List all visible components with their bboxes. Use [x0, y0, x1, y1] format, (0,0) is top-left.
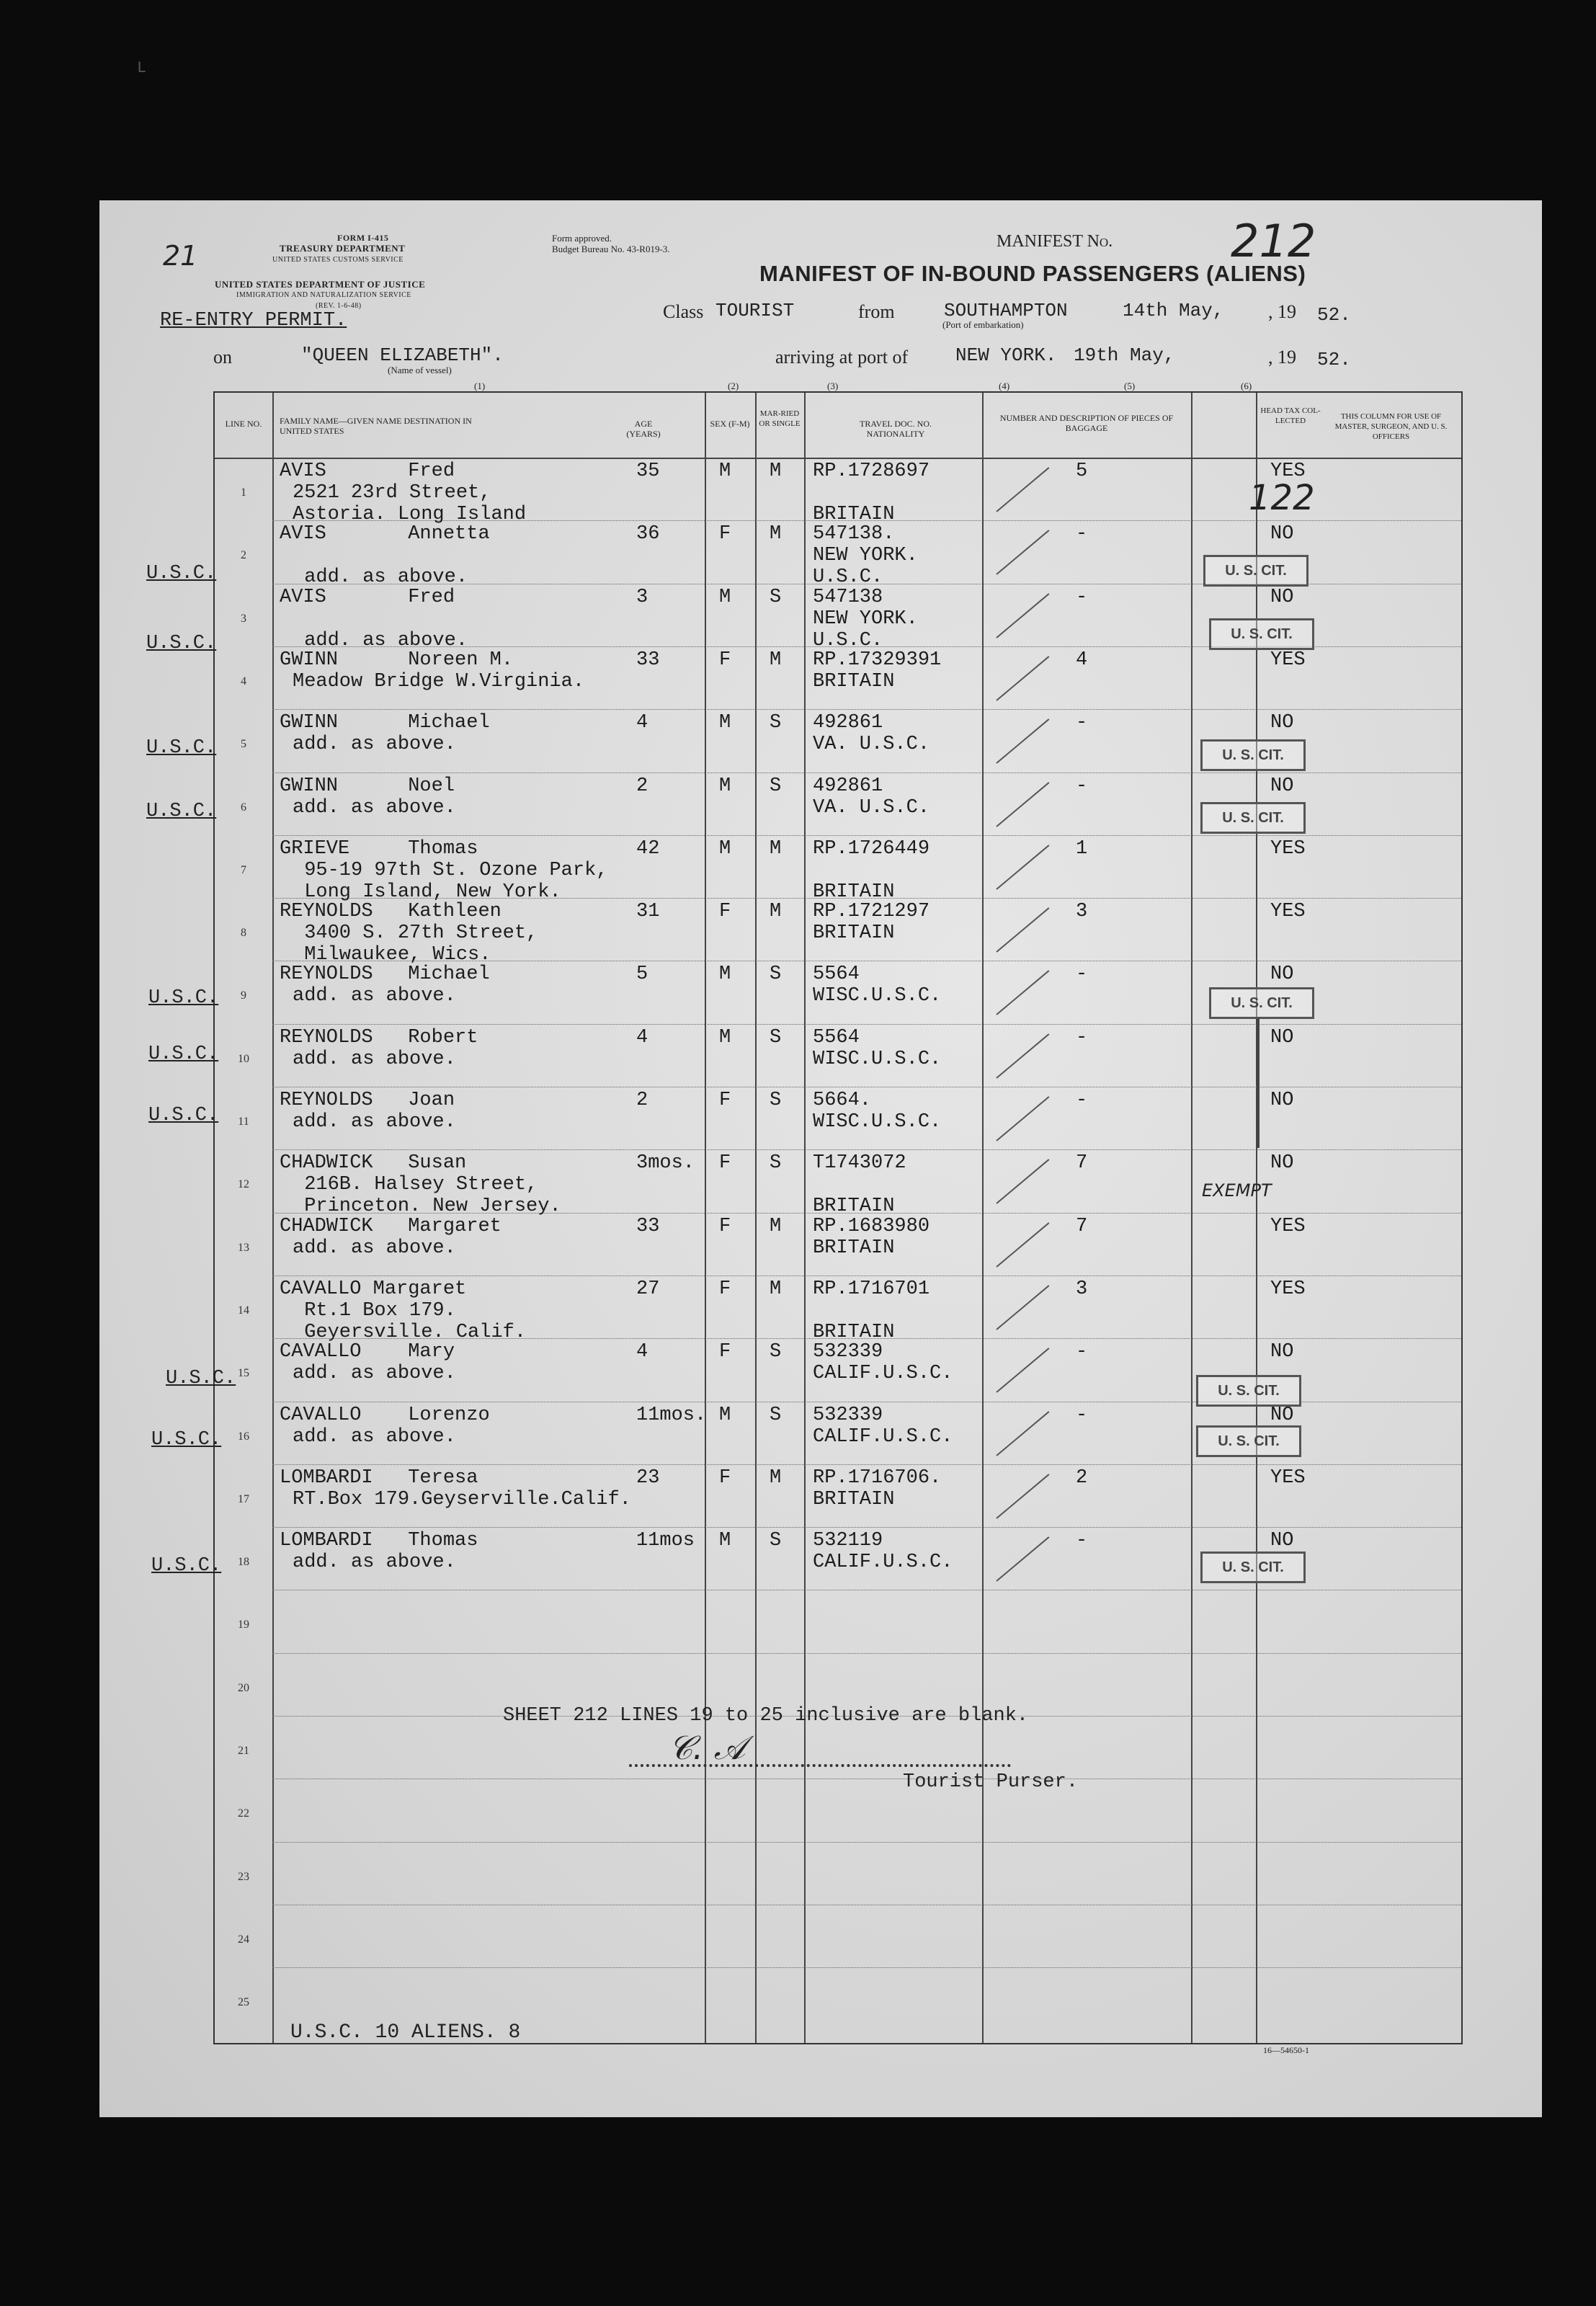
- cell-age: 4: [636, 1341, 648, 1363]
- cell-ms: M: [770, 1278, 782, 1300]
- cell-sex: M: [719, 775, 731, 797]
- cell-destination: add. as above.: [293, 1048, 456, 1070]
- cell-destination: add. as above.: [293, 985, 456, 1007]
- pencil-check-mark: [996, 1222, 1049, 1268]
- cell-age: 36: [636, 523, 660, 546]
- cell-age: 5: [636, 963, 648, 986]
- cell-tax: YES: [1270, 1278, 1306, 1300]
- cell-sex: M: [719, 1404, 731, 1426]
- pencil-check-mark: [996, 845, 1049, 890]
- line-number: 23: [238, 1870, 249, 1883]
- cell-doc: 547138. NEW YORK. U.S.C.: [813, 523, 918, 589]
- us-cit-stamp: U. S. CIT.: [1196, 1375, 1301, 1407]
- cell-name: REYNOLDS Kathleen: [280, 901, 501, 923]
- cell-sex: M: [719, 837, 731, 860]
- cell-ms: S: [770, 963, 782, 986]
- col-number-3: (3): [827, 380, 839, 391]
- cell-age: 3mos.: [636, 1152, 695, 1175]
- cell-bag: -: [1076, 1404, 1088, 1426]
- cell-destination: Meadow Bridge W.Virginia.: [293, 670, 585, 693]
- line-number: 15: [238, 1367, 249, 1380]
- cell-doc: RP.1726449 BRITAIN: [813, 837, 930, 903]
- form-dept: TREASURY DEPARTMENT: [280, 243, 406, 254]
- line-number: 11: [238, 1116, 249, 1128]
- cell-age: 23: [636, 1466, 660, 1489]
- cell-age: 3: [636, 586, 648, 608]
- class-label: Class: [663, 301, 704, 322]
- form-customs: UNITED STATES CUSTOMS SERVICE: [272, 256, 404, 264]
- cell-ms: S: [770, 1404, 782, 1426]
- line-number: 7: [241, 863, 246, 876]
- cell-bag: 7: [1076, 1215, 1088, 1237]
- cell-ms: S: [770, 1530, 782, 1552]
- cell-doc: 532339 CALIF.U.S.C.: [813, 1404, 953, 1448]
- cell-ms: S: [770, 1026, 782, 1049]
- line-number: 12: [238, 1178, 249, 1191]
- cell-destination: RT.Box 179.Geyserville.Calif.: [293, 1488, 631, 1510]
- pencil-check-mark: [996, 1159, 1049, 1204]
- cell-sex: F: [719, 1090, 731, 1111]
- class-value: TOURIST: [715, 300, 795, 321]
- form-rev: (REV. 1-6-48): [316, 302, 362, 310]
- header-baggage: NUMBER AND DESCRIPTION OF PIECES OF BAGGAGE: [999, 413, 1174, 433]
- from-label: from: [858, 301, 895, 322]
- cell-bag: 7: [1076, 1152, 1088, 1175]
- line-number: 25: [238, 1996, 249, 2009]
- line-number: 3: [241, 612, 246, 625]
- us-cit-stamp: U. S. CIT.: [1200, 1552, 1306, 1583]
- cell-sex: F: [719, 901, 731, 923]
- cell-bag: -: [1076, 775, 1088, 797]
- cell-sex: M: [719, 712, 731, 734]
- side-number: 122: [1249, 478, 1315, 518]
- us-cit-stamp: U. S. CIT.: [1203, 555, 1309, 587]
- cell-name: CAVALLO Mary: [280, 1341, 455, 1363]
- purser-title: Tourist Purser.: [903, 1771, 1079, 1793]
- cell-ms: M: [770, 649, 782, 671]
- line-number: 21: [238, 1745, 249, 1757]
- cell-sex: M: [719, 1530, 731, 1552]
- cell-name: CAVALLO Lorenzo: [280, 1404, 490, 1426]
- header-doc: TRAVEL DOC. NO. NATIONALITY: [859, 419, 932, 439]
- cell-ms: M: [770, 1466, 782, 1489]
- cell-tax: NO: [1270, 1026, 1294, 1049]
- pencil-check-mark: [996, 530, 1049, 575]
- embark-date: 14th May,: [1123, 300, 1224, 321]
- cell-doc: RP.1683980 BRITAIN: [813, 1215, 930, 1259]
- cell-name: GWINN Noel: [280, 775, 455, 797]
- cell-doc: 5664. WISC.U.S.C.: [813, 1090, 942, 1133]
- col-number-4: (4): [999, 380, 1010, 391]
- cell-sex: M: [719, 460, 731, 482]
- cell-name: AVIS Fred: [280, 460, 455, 482]
- corner-number: 21: [163, 240, 198, 272]
- cell-age: 2: [636, 1090, 648, 1111]
- form-budget: Budget Bureau No. 43-R019-3.: [552, 244, 670, 254]
- cell-destination: 3400 S. 27th Street, Milwaukee, Wics.: [304, 922, 538, 966]
- footer-code: 16—54650-1: [1263, 2045, 1309, 2055]
- cell-age: 11mos.: [636, 1404, 707, 1426]
- line-number: 22: [238, 1807, 249, 1820]
- cell-bag: -: [1076, 586, 1088, 608]
- totals: U.S.C. 10 ALIENS. 8: [290, 2021, 521, 2044]
- cell-tax: NO: [1270, 1530, 1294, 1552]
- purser-signature: 𝒞. 𝒜: [669, 1728, 746, 1767]
- margin-note-usc: U.S.C.: [146, 633, 217, 654]
- margin-note-usc: U.S.C.: [148, 1043, 219, 1065]
- line-number: 20: [238, 1681, 249, 1694]
- col-number-6: (6): [1241, 380, 1252, 391]
- pencil-check-mark: [996, 1474, 1049, 1519]
- cell-tax: YES: [1270, 649, 1306, 671]
- cell-bag: 3: [1076, 1278, 1088, 1300]
- header-line: LINE NO.: [225, 419, 262, 429]
- on-label: on: [213, 347, 232, 368]
- cell-name: CHADWICK Susan: [280, 1152, 467, 1175]
- cell-tax: NO: [1270, 1090, 1294, 1111]
- us-cit-stamp: U. S. CIT.: [1209, 618, 1314, 650]
- form-doj: UNITED STATES DEPARTMENT OF JUSTICE: [215, 279, 426, 290]
- top-mark: L: [137, 59, 147, 77]
- cell-destination: 216B. Halsey Street, Princeton. New Jersey.: [304, 1174, 561, 1218]
- manifest-page: [99, 200, 1542, 2117]
- margin-note-usc: U.S.C.: [146, 563, 217, 584]
- cell-destination: add. as above.: [293, 1363, 456, 1385]
- pencil-check-mark: [996, 1411, 1049, 1456]
- cell-sex: M: [719, 586, 731, 608]
- margin-note-usc: U.S.C.: [146, 737, 217, 759]
- year-1: 52.: [1317, 304, 1351, 326]
- cell-destination: add. as above.: [293, 1425, 456, 1448]
- arrival-port: NEW YORK.: [955, 344, 1057, 366]
- cell-ms: M: [770, 523, 782, 546]
- cell-destination: add. as above.: [293, 1237, 456, 1259]
- form-number: FORM I-415: [337, 233, 389, 243]
- cell-age: 4: [636, 712, 648, 734]
- year-prefix-1: , 19: [1268, 301, 1296, 322]
- pencil-check-mark: [996, 593, 1049, 638]
- us-cit-stamp: U. S. CIT.: [1200, 739, 1306, 771]
- cell-name: CHADWICK Margaret: [280, 1215, 501, 1237]
- cell-age: 33: [636, 1215, 660, 1237]
- cell-doc: 532339 CALIF.U.S.C.: [813, 1341, 953, 1385]
- margin-note-usc: U.S.C.: [148, 1105, 219, 1126]
- vessel-name: "QUEEN ELIZABETH".: [301, 344, 504, 366]
- pencil-check-mark: [996, 782, 1049, 827]
- cell-doc: 5564 WISC.U.S.C.: [813, 963, 942, 1007]
- arrival-date: 19th May,: [1074, 344, 1175, 366]
- cell-doc: RP.1716701 BRITAIN: [813, 1278, 930, 1343]
- pencil-check-mark: [996, 1536, 1049, 1582]
- pencil-check-mark: [996, 907, 1049, 953]
- cell-age: 33: [636, 649, 660, 671]
- cell-destination: 95-19 97th St. Ozone Park, Long Island, New York.: [304, 859, 608, 903]
- cell-bag: -: [1076, 1090, 1088, 1111]
- cell-tax: YES: [1270, 460, 1306, 482]
- cell-sex: F: [719, 523, 731, 546]
- cell-bag: -: [1076, 1341, 1088, 1363]
- col-number-2: (2): [728, 380, 739, 391]
- cell-sex: M: [719, 1026, 731, 1049]
- cell-doc: 492861 VA. U.S.C.: [813, 775, 930, 819]
- cell-sex: F: [719, 649, 731, 671]
- manifest-no-label: MANIFEST No.: [997, 232, 1113, 251]
- header-sex: SEX (F-M): [710, 419, 750, 429]
- header-officers: THIS COLUMN FOR USE OF MASTER, SURGEON, AND U. S. OFFICERS: [1334, 412, 1448, 441]
- header-married: MAR-RIED OR SINGLE: [759, 409, 801, 428]
- cell-age: 2: [636, 775, 648, 797]
- reentry-permit: RE-ENTRY PERMIT.: [160, 310, 347, 331]
- cell-age: 31: [636, 901, 660, 923]
- cell-sex: M: [719, 963, 731, 986]
- margin-note-usc: U.S.C.: [166, 1368, 236, 1389]
- cell-sex: F: [719, 1215, 731, 1237]
- line-number: 24: [238, 1933, 249, 1946]
- cell-age: 35: [636, 460, 660, 482]
- cell-name: REYNOLDS Robert: [280, 1026, 478, 1049]
- line-number: 13: [238, 1241, 249, 1254]
- us-cit-stamp: U. S. CIT.: [1200, 802, 1306, 834]
- cell-bag: 5: [1076, 460, 1088, 482]
- cell-tax: NO: [1270, 712, 1294, 734]
- port-embark: SOUTHAMPTON: [944, 300, 1068, 321]
- year-2: 52.: [1317, 349, 1351, 370]
- cell-ms: S: [770, 1152, 782, 1175]
- cell-name: AVIS Annetta: [280, 523, 490, 546]
- line-number: 1: [241, 486, 246, 499]
- cell-tax: YES: [1270, 837, 1306, 860]
- cell-name: CAVALLO Margaret: [280, 1278, 467, 1300]
- cell-name: REYNOLDS Michael: [280, 963, 490, 986]
- cell-ms: S: [770, 586, 782, 608]
- cell-bag: 4: [1076, 649, 1088, 671]
- cell-sex: F: [719, 1341, 731, 1363]
- margin-note-usc: U.S.C.: [148, 987, 219, 1009]
- cell-sex: F: [719, 1278, 731, 1300]
- cell-tax: NO: [1270, 1152, 1294, 1175]
- cell-age: 42: [636, 837, 660, 860]
- pencil-check-mark: [996, 718, 1049, 764]
- cell-name: LOMBARDI Teresa: [280, 1466, 478, 1489]
- cell-tax: NO: [1270, 1404, 1294, 1426]
- col-number-1: (1): [474, 380, 486, 391]
- cell-ms: S: [770, 775, 782, 797]
- port-embark-caption: (Port of embarkation): [942, 319, 1024, 330]
- cell-bag: -: [1076, 963, 1088, 986]
- manifest-title: MANIFEST OF IN-BOUND PASSENGERS (ALIENS): [759, 261, 1306, 286]
- cell-destination: add. as above.: [293, 1111, 456, 1133]
- cell-doc: RP.1728697 BRITAIN: [813, 460, 930, 525]
- cell-name: AVIS Fred: [280, 586, 455, 608]
- cell-tax: NO: [1270, 775, 1294, 797]
- us-cit-stamp: U. S. CIT.: [1209, 987, 1314, 1019]
- cell-bag: 2: [1076, 1466, 1088, 1489]
- cell-sex: F: [719, 1466, 731, 1489]
- cell-age: 27: [636, 1278, 660, 1300]
- cell-bag: -: [1076, 523, 1088, 546]
- us-cit-stamp: U. S. CIT.: [1196, 1425, 1301, 1457]
- cell-doc: 547138 NEW YORK. U.S.C.: [813, 586, 918, 651]
- cell-destination: Rt.1 Box 179. Geyersville. Calif.: [304, 1299, 527, 1343]
- cell-destination: add. as above.: [293, 796, 456, 819]
- cell-ms: M: [770, 1215, 782, 1237]
- header-name: FAMILY NAME—GIVEN NAME DESTINATION IN UNITED STATES: [280, 416, 472, 436]
- cell-bag: -: [1076, 1530, 1088, 1552]
- cell-ms: M: [770, 837, 782, 860]
- line-number: 8: [241, 927, 246, 940]
- cell-tax: NO: [1270, 963, 1294, 986]
- cell-doc: T1743072 BRITAIN: [813, 1152, 906, 1218]
- margin-note-usc: U.S.C.: [151, 1429, 222, 1451]
- cell-destination: add. as above.: [304, 629, 468, 651]
- col-number-5: (5): [1124, 380, 1136, 391]
- line-number: 2: [241, 549, 246, 562]
- cell-destination: add. as above.: [293, 1552, 456, 1574]
- header-age: AGE (YEARS): [626, 419, 661, 439]
- cell-ms: S: [770, 712, 782, 734]
- vessel-caption: (Name of vessel): [388, 365, 452, 375]
- manifest-no: 212: [1231, 215, 1316, 267]
- cell-tax: YES: [1270, 1466, 1306, 1489]
- cell-doc: 532119 CALIF.U.S.C.: [813, 1530, 953, 1574]
- pencil-check-mark: [996, 467, 1049, 512]
- line-number: 6: [241, 801, 246, 814]
- cell-tax: YES: [1270, 901, 1306, 923]
- line-number: 10: [238, 1052, 249, 1065]
- cell-name: GRIEVE Thomas: [280, 837, 478, 860]
- pencil-check-mark: [996, 1285, 1049, 1330]
- cell-name: GWINN Noreen M.: [280, 649, 514, 671]
- line-number: 16: [238, 1430, 249, 1443]
- cell-bag: -: [1076, 712, 1088, 734]
- cell-bag: 1: [1076, 837, 1088, 860]
- line-number: 9: [241, 989, 246, 1002]
- cell-doc: 492861 VA. U.S.C.: [813, 712, 930, 756]
- year-prefix-2: , 19: [1268, 347, 1296, 368]
- cell-name: REYNOLDS Joan: [280, 1090, 455, 1111]
- cell-age: 4: [636, 1026, 648, 1049]
- cell-doc: RP.1716706. BRITAIN: [813, 1466, 942, 1510]
- cell-ms: M: [770, 460, 782, 482]
- pencil-check-mark: [996, 1033, 1049, 1079]
- pencil-check-mark: [996, 971, 1049, 1016]
- cell-destination: add. as above.: [293, 734, 456, 756]
- cell-ms: S: [770, 1341, 782, 1363]
- cell-sex: F: [719, 1152, 731, 1175]
- cell-tax: NO: [1270, 523, 1294, 546]
- arriving-label: arriving at port of: [775, 347, 909, 368]
- exempt-note: EXEMPT: [1202, 1180, 1272, 1201]
- cell-tax: NO: [1270, 586, 1294, 608]
- cell-tax: NO: [1270, 1341, 1294, 1363]
- pencil-check-mark: [996, 1348, 1049, 1393]
- pencil-check-mark: [996, 656, 1049, 701]
- cell-doc: RP.1721297 BRITAIN: [813, 901, 930, 945]
- cell-ms: S: [770, 1090, 782, 1111]
- header-tax: HEAD TAX COL-LECTED: [1260, 406, 1321, 425]
- cell-bag: 3: [1076, 901, 1088, 923]
- line-number: 14: [238, 1304, 249, 1317]
- line-number: 5: [241, 738, 246, 751]
- line-number: 18: [238, 1556, 249, 1569]
- margin-note-usc: U.S.C.: [146, 801, 217, 822]
- cell-doc: 5564 WISC.U.S.C.: [813, 1026, 942, 1070]
- cell-name: GWINN Michael: [280, 712, 490, 734]
- line-number: 4: [241, 675, 246, 687]
- form-ins: IMMIGRATION AND NATURALIZATION SERVICE: [236, 291, 411, 299]
- cell-bag: -: [1076, 1026, 1088, 1049]
- cell-doc: RP.17329391 BRITAIN: [813, 649, 942, 693]
- blank-lines-note: SHEET 212 LINES 19 to 25 inclusive are blank.: [503, 1705, 1029, 1727]
- line-number: 17: [238, 1492, 249, 1505]
- cell-ms: M: [770, 901, 782, 923]
- cell-destination: add. as above.: [304, 566, 468, 589]
- margin-note-usc: U.S.C.: [151, 1555, 222, 1577]
- cell-destination: 2521 23rd Street, Astoria. Long Island: [293, 482, 527, 525]
- pencil-check-mark: [996, 1096, 1049, 1141]
- cell-age: 11mos: [636, 1530, 695, 1552]
- form-approved: Form approved.: [552, 233, 612, 244]
- cell-tax: YES: [1270, 1215, 1306, 1237]
- line-number: 19: [238, 1619, 249, 1631]
- cell-name: LOMBARDI Thomas: [280, 1530, 478, 1552]
